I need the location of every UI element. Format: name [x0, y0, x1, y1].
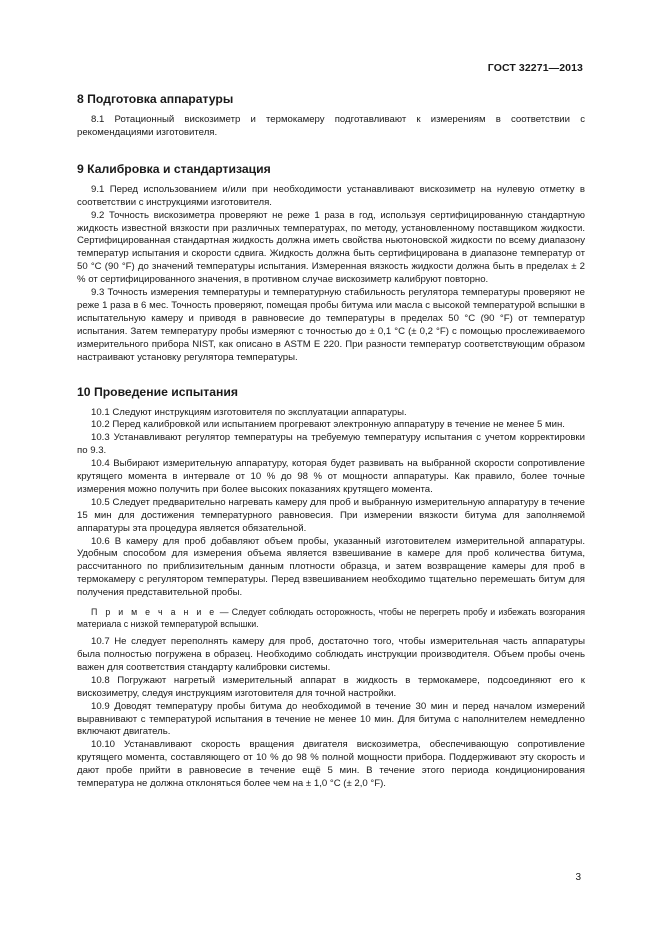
page-number: 3 [575, 872, 581, 883]
section-title: 8 Подготовка аппаратуры [77, 92, 234, 106]
note-text: — Следует соблюдать осторожность, чтобы не перегреть пробу и избежать возгорания материала с низкой температурой вспышки. [77, 607, 585, 630]
paragraph: 9.2 Точность вискозиметра проверяют не реже 1 раза в год, используя сертифицированную стандартную жидкость известной вязкости при различных температурах, по методу, установленному поставщиком жидкости. Сертифицированная стандартная жидкость должна иметь свойства ньютоновской жидкости по всему диапазону температур испытания и скорости сдвига. Жидкость должна быть сертифицирована в диапазоне температур от 50 °С (90 °F) до значений температуры испытания. Измеренная вязкость жидкости должна быть в пределах ± 2 % от сертифицированного значения, в противном случае вискозиметр калибруют повторно. [77, 209, 585, 286]
paragraph: 10.3 Устанавливают регулятор температуры на требуемую температуру испытания с учетом корректировки по 9.3. [77, 432, 585, 457]
paragraph: 10.10 Устанавливают скорость вращения двигателя вискозиметра, обеспечивающую сопротивление крутящего момента, составляющего от 10 % до 98 % полной мощности прибора. Поддерживают эту скорость и дают пробе прийти в равновесие в течение ещё 5 мин. В течение этого периода кондиционирования температура не должна отклоняться более чем на ± 1,0 °С (± 2,0 °F). [77, 739, 585, 790]
paragraph: 10.7 Не следует переполнять камеру для проб, достаточно того, чтобы измерительная часть аппаратуры была полностью погружена в образец. Необходимо соблюдать инструкции производителя. Объем пробы очень важен для соответствия стандарту калибровки системы. [77, 636, 585, 673]
note [77, 606, 585, 630]
paragraph: 10.8 Погружают нагретый измерительный аппарат в жидкость в термокамере, подсоединяют его к вискозиметру, следуя инструкциям изготовителя для точной настройки. [77, 674, 585, 699]
section-title: 9 Калибровка и стандартизация [77, 161, 271, 176]
paragraph: 10.2 Перед калибровкой или испытанием прогревают электронную аппаратуру в течение не менее 5 мин. [91, 419, 565, 431]
paragraph: 9.1 Перед использованием и/или при необходимости устанавливают вискозиметр на нулевую отметку в соответствии с инструкциями изготовителя. [77, 183, 585, 208]
note-label: П р и м е ч а н и е [91, 607, 217, 618]
section-9 [77, 162, 585, 365]
paragraph: 8.1 Ротационный вискозиметр и термокамеру подготавливают к измерениям в соответствии с рекомендациями изготовителя. [77, 114, 585, 138]
paragraph: 10.4 Выбирают измерительную аппаратуру, которая будет развивать на выбранной скорости сопротивление крутящего момента в интервале от 10 % до 98 % от мощности аппаратуры. Как правило, более точные измерения можно получить при более высоких показаниях крутящего момента. [77, 458, 585, 495]
section-8 [77, 92, 585, 140]
section-title: 10 Проведение испытания [77, 384, 238, 399]
section-10 [77, 385, 585, 791]
document-body [77, 92, 585, 791]
paragraph: 10.1 Следуют инструкциям изготовителя по эксплуатации аппаратуры. [91, 406, 407, 418]
paragraph: 10.9 Доводят температуру пробы битума до необходимой в течение 30 мин и перед началом измерений выравнивают с температурой испытания в течение не менее 10 мин. Для битума с наполнителем немедленно включают двигатель. [77, 700, 585, 738]
paragraph: 10.6 В камеру для проб добавляют объем пробы, указанный изготовителем измерительной аппаратуры. Удобным способом для измерения объема является взвешивание в камере для проб количества битума, рассчитанного по приблизительным данным плотности образца, и затем возвращение камеры для проб в термокамеру с регулятором температуры. Перед взвешиванием необходимо тщательно перемешать битум для получения представительной пробы. [77, 535, 585, 599]
paragraph: 9.3 Точность измерения температуры и температурную стабильность регулятора температуры проверяют не реже 1 раза в 6 мес. Точность проверяют, помещая пробы битума или масла с высокой температурой вспышки в испытательную камеру и приводя в равновесие до температуры в пределах 50 °С (90 °F) от температур испытания. Затем температуру пробы измеряют с точностью до ± 0,1 °С (± 0,2 °F) с помощью прослеживаемого измерительного прибора NIST, как описано в ASTM E 220. При разности температур соответствующим образом настраивают установку регулятора температуры. [77, 287, 585, 363]
paragraph: 10.5 Следует предварительно нагревать камеру для проб и выбранную измерительную аппаратуру в течение 15 мин для достижения температурного равновесия. При измерении вязкости битума для заполняемой аппаратуры эта процедура является обязательной. [77, 496, 585, 534]
document-header: ГОСТ 32271—2013 [487, 62, 583, 74]
